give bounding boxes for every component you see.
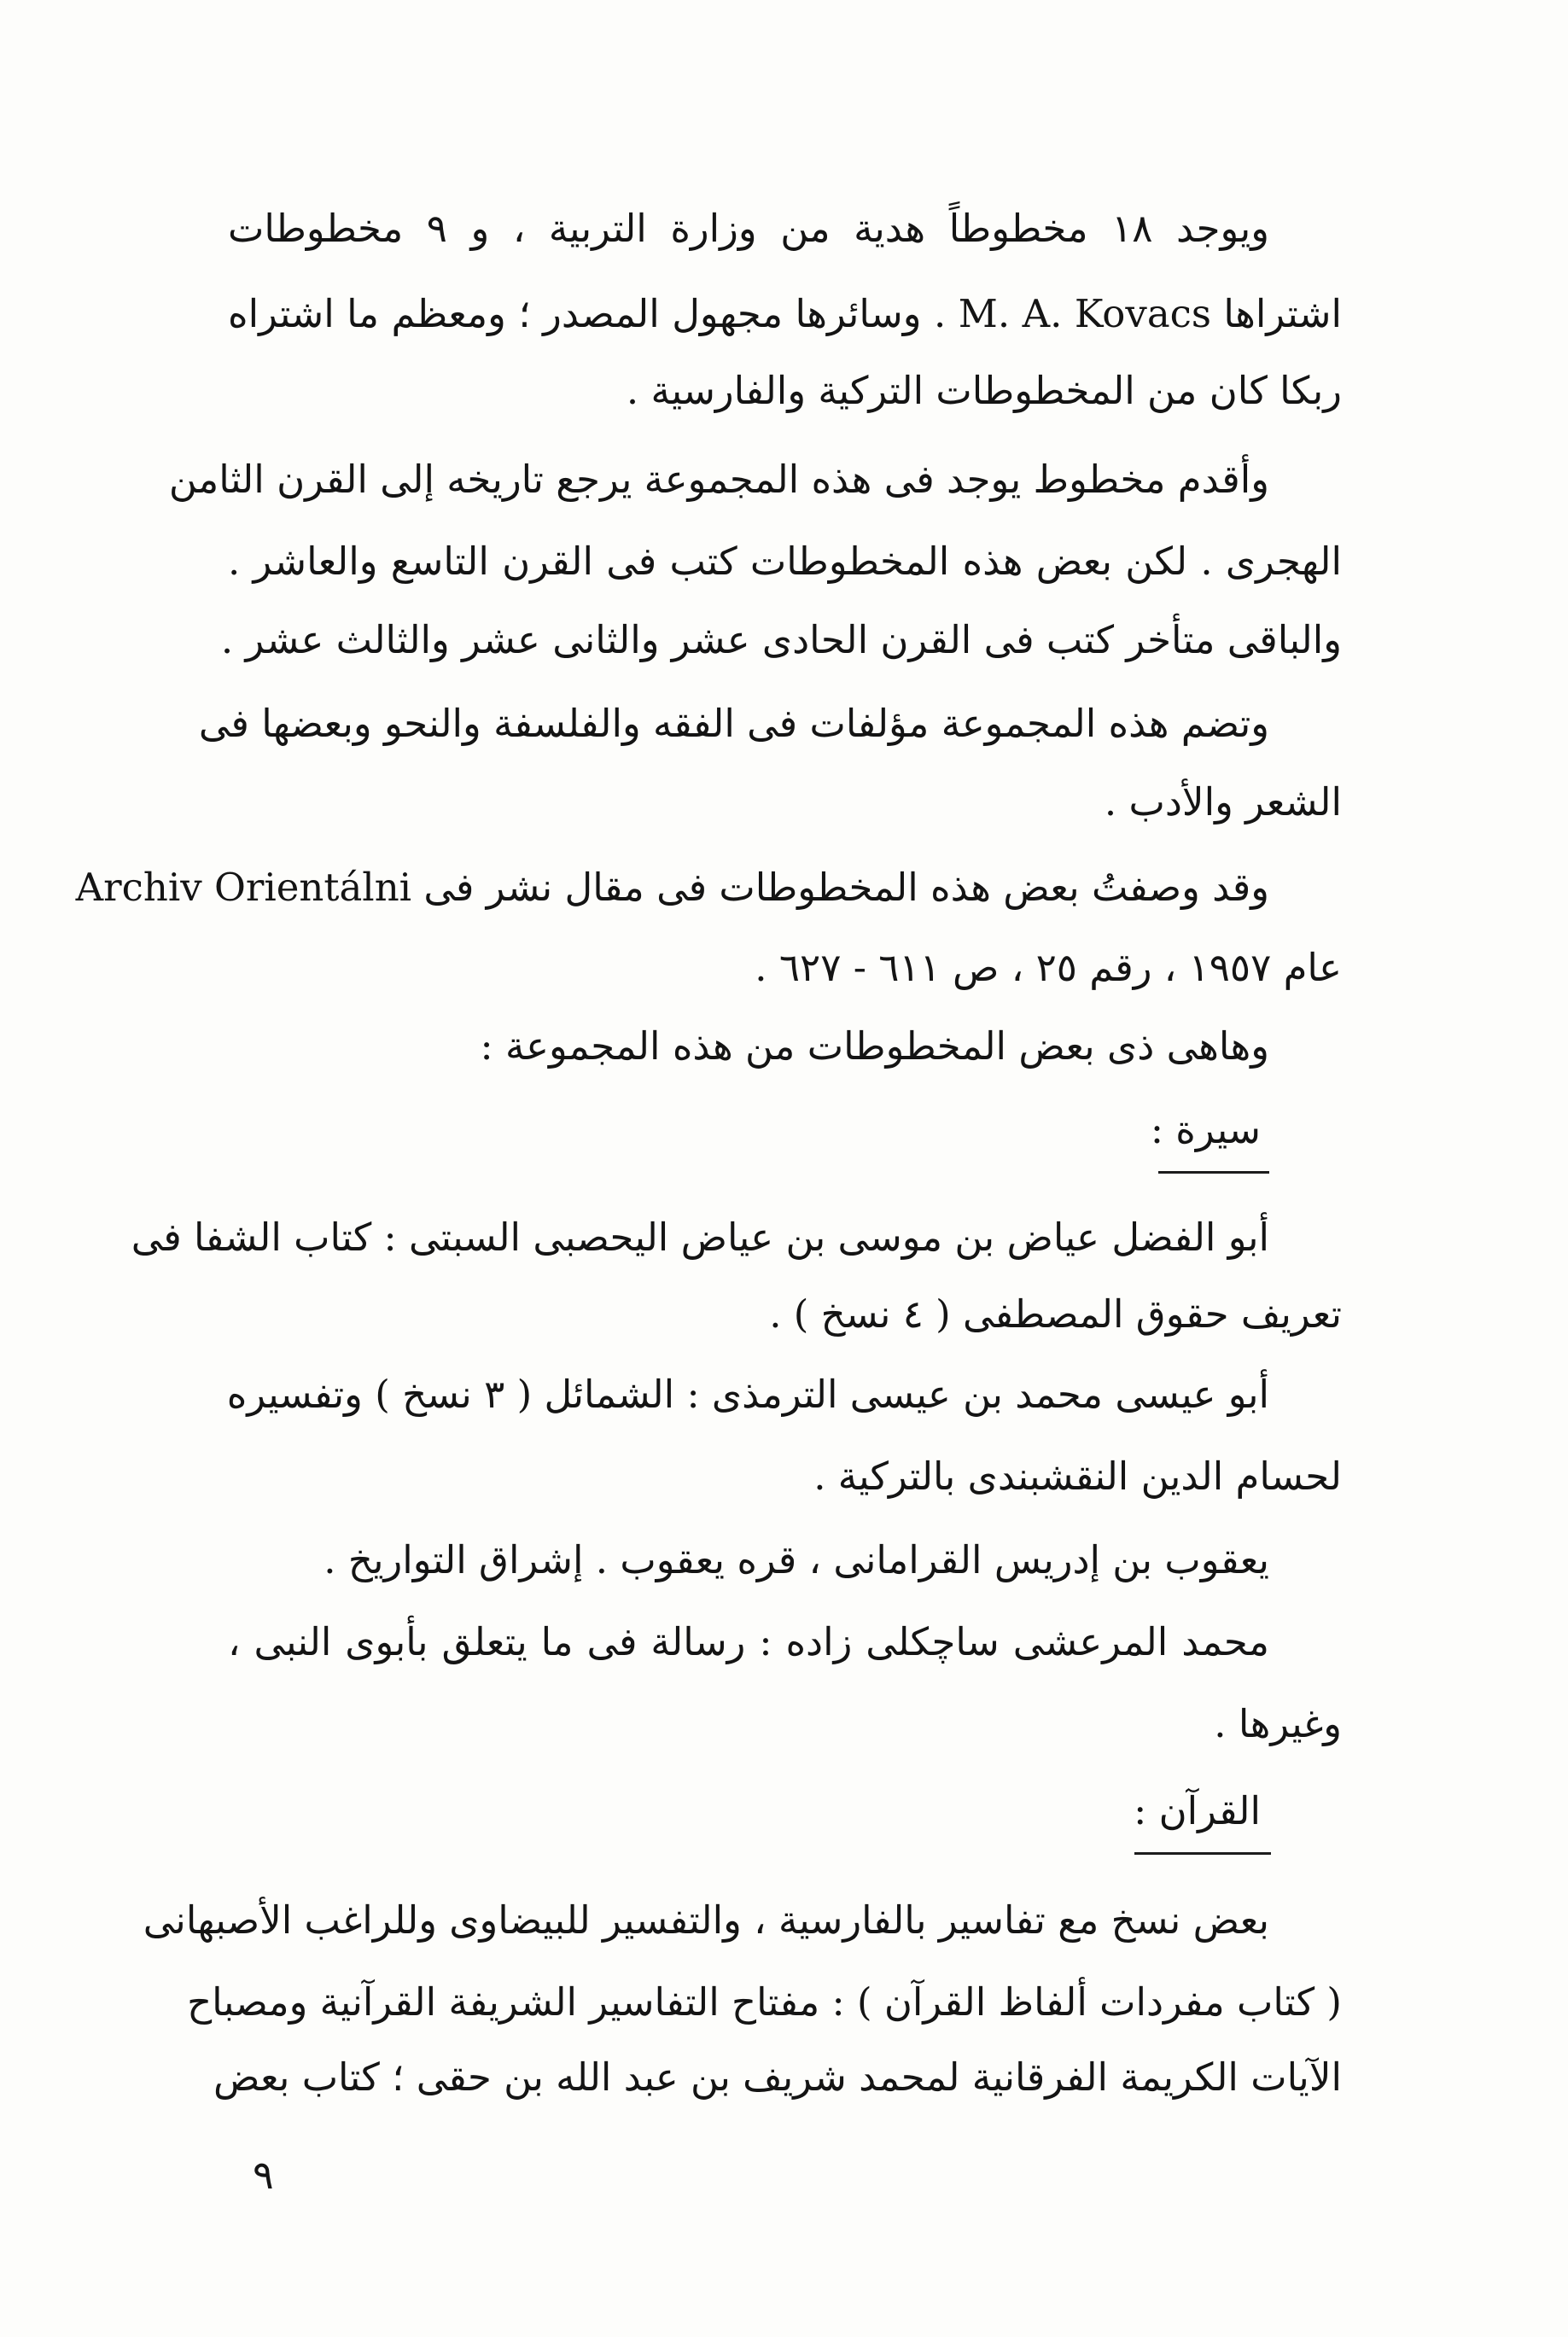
body-line: الهجرى . لكن بعض هذه المخطوطات كتب فى القرن التاسع والعاشر . (228, 539, 1342, 584)
body-line: وتضم هذه المجموعة مؤلفات فى الفقه والفلسفة والنحو وبعضها فى (198, 701, 1269, 746)
page-number: ٩ (253, 2152, 274, 2198)
body-line: الشعر والأدب . (1104, 779, 1342, 825)
body-line: اشتراها M. A. Kovacs . وسائرها مجهول المصدر ؛ ومعظم ما اشتراه (228, 291, 1342, 336)
bibliography-entry-line: الآيات الكريمة الفرقانية لمحمد شريف بن عبد الله بن حقى ؛ كتاب بعض (213, 2054, 1342, 2100)
bibliography-entry-line: ( كتاب مفردات ألفاظ القرآن ) : مفتاح التفاسير الشريفة القرآنية ومصباح (187, 1979, 1342, 2025)
body-line: وقد وصفتُ بعض هذه المخطوطات فى مقال نشر فى Archiv Orientálni (75, 865, 1269, 910)
heading-underline (1134, 1852, 1271, 1855)
section-heading-sira: سيرة : (1150, 1107, 1261, 1152)
bibliography-entry-line: محمد المرعشى ساچكلى زاده : رسالة فى ما يتعلق بأبوى النبى ، (228, 1619, 1269, 1664)
body-line: عام ١٩٥٧ ، رقم ٢٥ ، ص ٦١١ - ٦٢٧ . (755, 945, 1342, 990)
body-line: ربكا كان من المخطوطات التركية والفارسية . (626, 368, 1342, 413)
bibliography-entry-line: يعقوب بن إدريس القرامانى ، قره يعقوب . إشراق التواريخ . (324, 1537, 1269, 1582)
bibliography-entry-line: تعريف حقوق المصطفى ( ٤ نسخ ) . (769, 1291, 1342, 1337)
bibliography-entry-line: وغيرها . (1214, 1701, 1342, 1746)
bibliography-entry-line: لحسام الدين النقشبندى بالتركية . (813, 1454, 1342, 1499)
bibliography-entry-line: أبو الفضل عياض بن موسى بن عياض اليحصبى السبتى : كتاب الشفا فى (131, 1215, 1269, 1260)
heading-underline (1158, 1171, 1269, 1174)
bibliography-entry-line: بعض نسخ مع تفاسير بالفارسية ، والتفسير للبيضاوى وللراغب الأصبهانى (143, 1897, 1269, 1943)
body-line: ويوجد ١٨ مخطوطاً هدية من وزارة التربية ، و ٩ مخطوطات (228, 206, 1269, 251)
section-heading-quran: القرآن : (1134, 1788, 1261, 1833)
bibliography-entry-line: أبو عيسى محمد بن عيسى الترمذى : الشمائل ( ٣ نسخ ) وتفسيره (226, 1372, 1269, 1417)
body-line: وأقدم مخطوط يوجد فى هذه المجموعة يرجع تاريخه إلى القرن الثامن (168, 457, 1269, 502)
body-line: وهاهى ذى بعض المخطوطات من هذه المجموعة : (480, 1023, 1269, 1069)
body-line: والباقى متأخر كتب فى القرن الحادى عشر والثانى عشر والثالث عشر . (220, 617, 1342, 662)
